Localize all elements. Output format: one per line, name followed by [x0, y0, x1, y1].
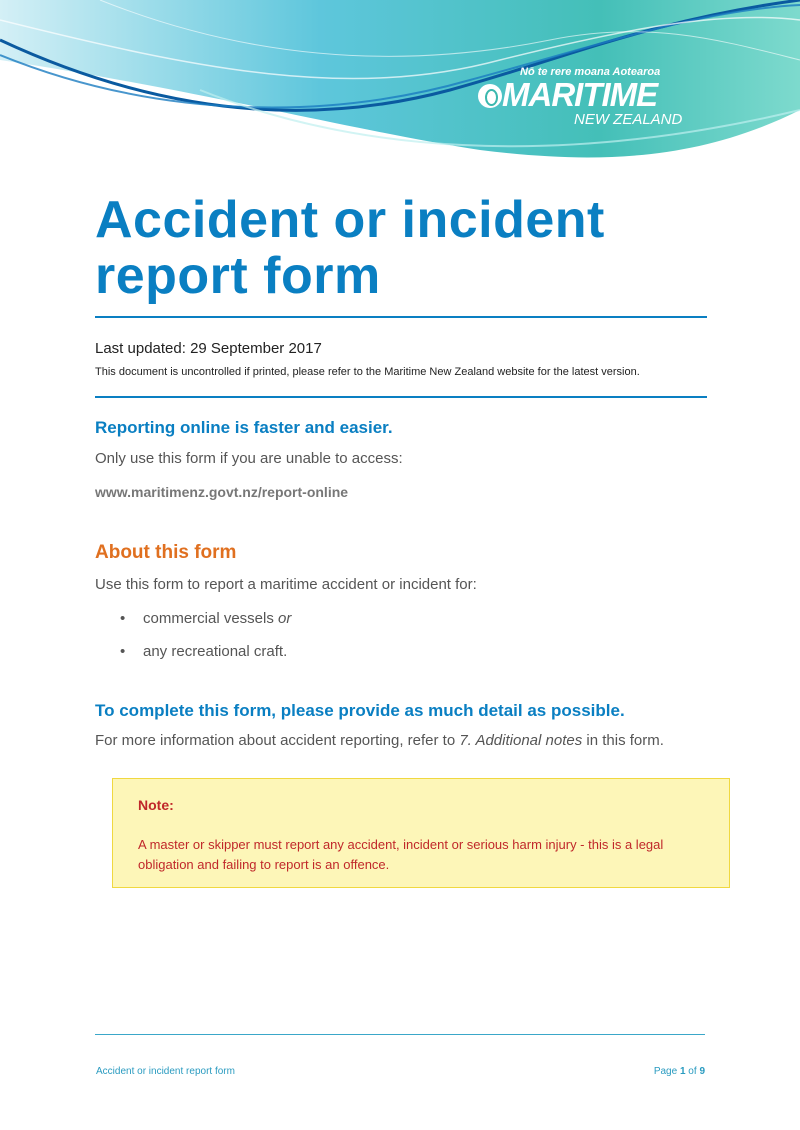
- maritime-nz-logo: [478, 66, 708, 130]
- list-item: • any recreational craft.: [120, 643, 288, 660]
- text: For more information about accident reporting, refer to: [95, 732, 460, 749]
- logo-subtitle: NEW ZEALAND: [574, 111, 683, 128]
- note-body: A master or skipper must report any accident, incident or serious harm injury - this is a legal obligation and failing to report is an offence.: [138, 837, 664, 872]
- bullet-em: or: [278, 610, 292, 627]
- page-number: [654, 1066, 705, 1078]
- divider: [95, 316, 707, 318]
- bullet-text: any recreational craft.: [143, 643, 288, 660]
- text: in this form.: [582, 732, 664, 749]
- logo-tagline: Nō te rere moana Aotearoa: [520, 66, 661, 78]
- complete-text: [95, 732, 664, 750]
- logo-mark-icon: [478, 84, 502, 108]
- page-title: [95, 192, 605, 304]
- footer-divider: [95, 1034, 705, 1035]
- online-heading: Reporting online is faster and easier.: [95, 418, 393, 437]
- bullet-text: commercial vessels: [143, 610, 279, 627]
- logo-name: MARITIME: [502, 76, 658, 113]
- last-updated: Last updated: 29 September 2017: [95, 340, 322, 357]
- note-box: [112, 778, 730, 888]
- current-page: 1: [679, 1066, 686, 1077]
- complete-heading: To complete this form, please provide as much detail as possible.: [95, 701, 625, 720]
- divider: [95, 396, 707, 398]
- title-line-1: Accident or incident: [95, 191, 605, 249]
- total-pages: 9: [699, 1066, 705, 1077]
- about-heading: About this form: [95, 542, 237, 563]
- list-item: • commercial vessels or: [120, 610, 292, 627]
- report-online-link[interactable]: www.maritimenz.govt.nz/report-online: [95, 484, 349, 500]
- note-title: Note:: [138, 797, 174, 813]
- of-label: of: [685, 1066, 700, 1077]
- uncontrolled-notice: This document is uncontrolled if printed, please refer to the Maritime New Zealand website for the latest version.: [95, 366, 640, 378]
- online-text: Only use this form if you are unable to access:: [95, 450, 403, 467]
- title-line-2: report form: [95, 247, 381, 305]
- footer-title: Accident or incident report form: [96, 1066, 235, 1077]
- about-text: Use this form to report a maritime accident or incident for:: [95, 576, 477, 593]
- page-label: Page: [653, 1066, 680, 1077]
- section-reference: 7. Additional notes: [459, 732, 583, 749]
